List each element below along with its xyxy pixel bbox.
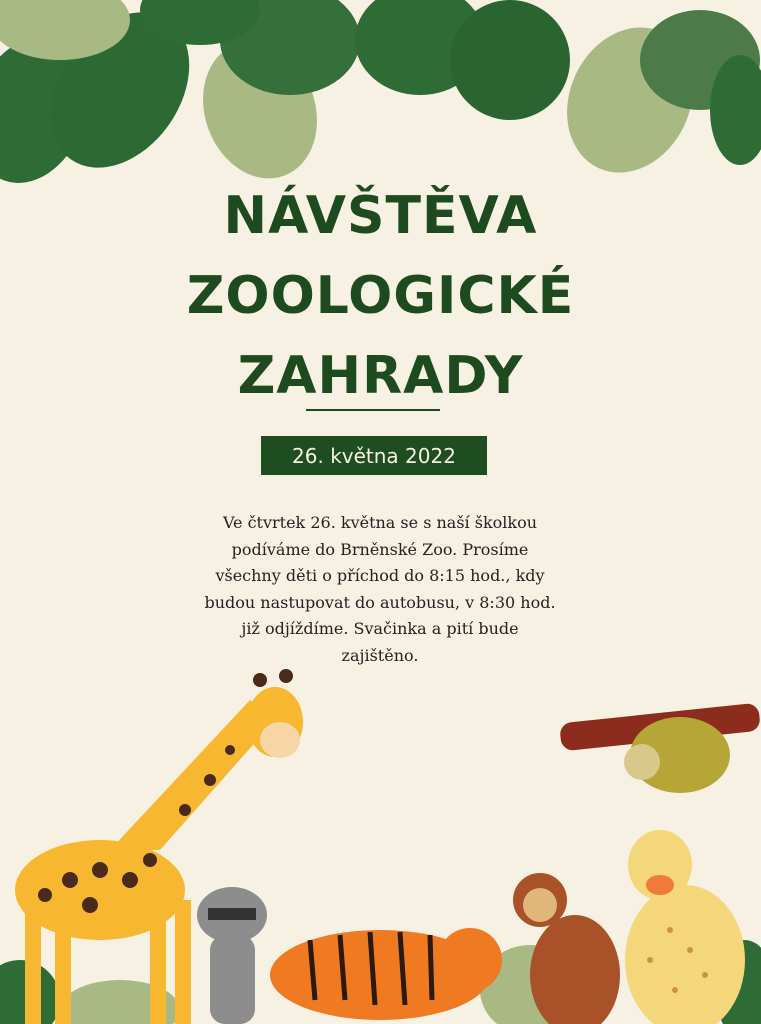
sloth-illustration — [559, 703, 761, 793]
text-line: zajištěno. — [341, 645, 419, 665]
date-badge: 26. května 2022 — [261, 436, 487, 475]
divider — [306, 409, 440, 411]
tiger-illustration — [270, 928, 502, 1020]
title-line-3: ZAHRADY — [237, 346, 524, 406]
text-line: již odjíždíme. Svačinka a pití bude — [241, 619, 519, 638]
leaves-top — [0, 0, 761, 199]
giraffe-illustration — [15, 669, 303, 1024]
text-line: budou nastupovat do autobusu, v 8:30 hod. — [204, 592, 556, 612]
title-line-1: NÁVŠTĚVA — [223, 186, 538, 246]
raccoon-illustration — [197, 887, 267, 1024]
invitation-text — [150, 510, 610, 669]
cheetah-illustration — [625, 830, 745, 1024]
text-line: všechny děti o příchod do 8:15 hod., kdy — [215, 566, 545, 585]
text-line: Ve čtvrtek 26. května se s naší školkou — [222, 513, 538, 532]
title-line-2: ZOOLOGICKÉ — [186, 266, 575, 326]
text-line: podíváme do Brněnské Zoo. Prosíme — [231, 539, 529, 559]
